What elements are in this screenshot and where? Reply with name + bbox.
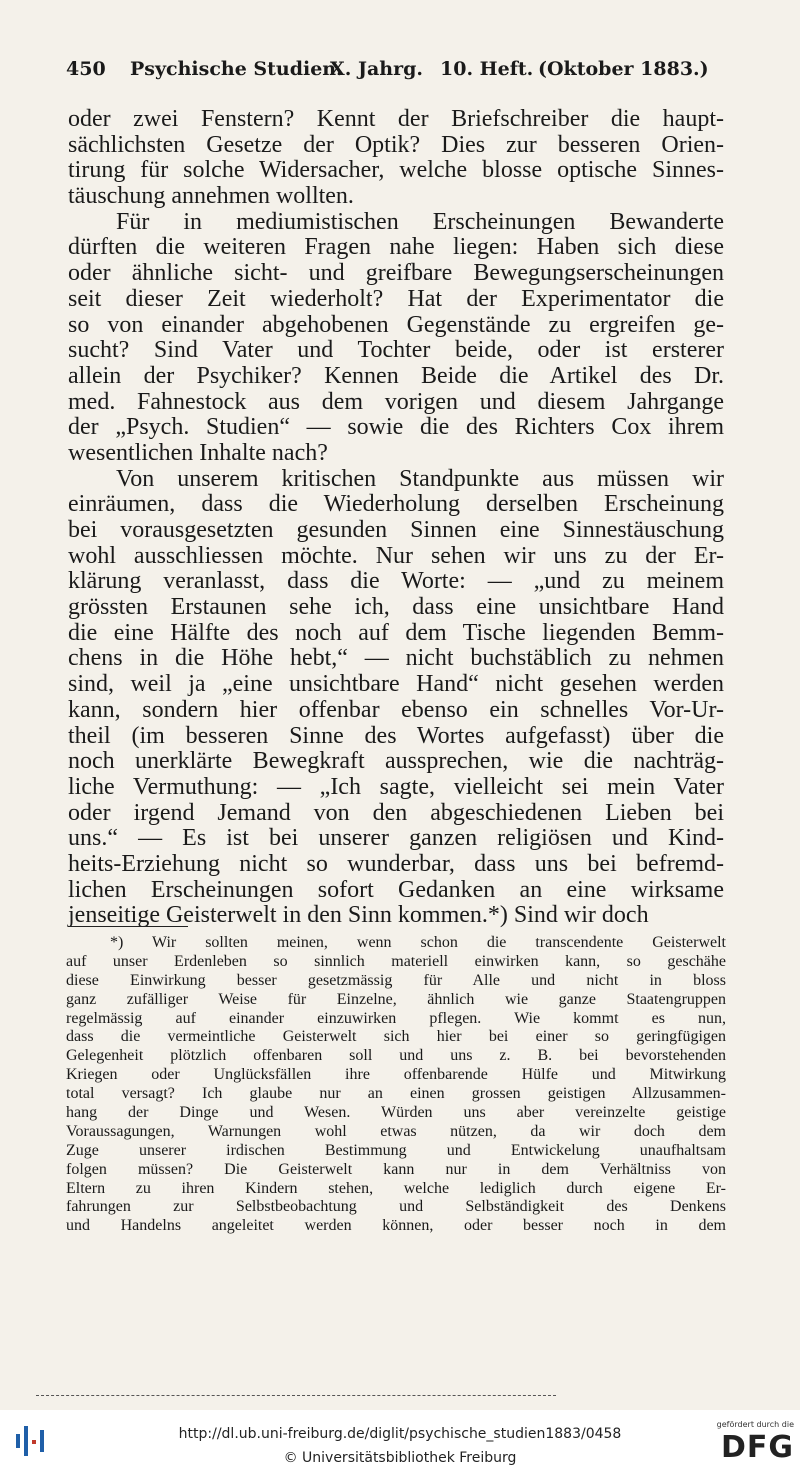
text-line: bei vorausgesetzten gesunden Sinnen eine Sinnestäuschung bbox=[68, 517, 724, 543]
text-line: Von unserem kritischen Standpunkte aus müssen wir bbox=[116, 465, 724, 492]
text-line: grössten Erstaunen sehe ich, dass eine unsichtbare Hand bbox=[68, 594, 724, 621]
ub-freiburg-logo-icon bbox=[12, 1420, 52, 1464]
text-line: sucht? Sind Vater und Tochter beide, oder ist ersterer bbox=[68, 337, 724, 364]
text-line: theil (im besseren Sinne des Wortes aufgefasst) über die bbox=[68, 722, 724, 749]
text-line: heits-Erziehung nicht so wunderbar, dass uns bei befremd- bbox=[68, 850, 724, 877]
footnote-line: hang der Dinge und Wesen. Würden uns aber vereinzelte geistige bbox=[66, 1104, 726, 1122]
issue-date: (Oktober 1883.) bbox=[538, 58, 709, 80]
footnote-line: fahrungen zur Selbstbeobachtung und Selbständigkeit des Denkens bbox=[66, 1198, 726, 1216]
main-text bbox=[68, 107, 724, 929]
text-line: jenseitige Geisterwelt in den Sinn kommen.*) Sind wir doch bbox=[68, 902, 649, 929]
text-line: der „Psych. Studien“ — sowie die des Richters Cox ihrem bbox=[68, 414, 724, 441]
footnote-line: und Handelns angeleitet werden können, oder besser noch in dem bbox=[66, 1217, 726, 1235]
text-line: Für in mediumistischen Erscheinungen Bewanderte bbox=[116, 208, 724, 235]
text-line: allein der Psychiker? Kennen Beide die Artikel des Dr. bbox=[68, 362, 724, 389]
text-line: kann, sondern hier offenbar ebenso ein schnelles Vor-Ur- bbox=[68, 696, 724, 723]
text-line: täuschung annehmen wollten. bbox=[68, 183, 354, 210]
text-line: lichen Erscheinungen sofort Gedanken an eine wirksame bbox=[68, 876, 724, 903]
text-line: liche Vermuthung: — „Ich sagte, vielleicht sei mein Vater bbox=[68, 773, 724, 800]
footnote-line: auf unser Erdenleben so sinnlich materiell einwirken kann, so geschähe bbox=[66, 952, 726, 970]
footnote-line: dass die vermeintliche Geisterwelt sich hier bei einer so geringfügigen bbox=[66, 1028, 726, 1046]
text-line: oder zwei Fenstern? Kennt der Briefschreiber die haupt- bbox=[68, 106, 724, 132]
text-line: sind, weil ja „eine unsichtbare Hand“ nicht gesehen werden bbox=[68, 671, 724, 698]
footnote bbox=[66, 934, 726, 1236]
text-line: seit dieser Zeit wiederholt? Hat der Experimentator die bbox=[68, 285, 724, 312]
footnote-separator bbox=[68, 926, 188, 927]
running-header bbox=[66, 58, 726, 92]
footnote-line: ganz zufälliger Weise für Einzelne, ähnlich wie ganze Staatengruppen bbox=[66, 990, 726, 1008]
footnote-line: diese Einwirkung besser gesetzmässig für Alle und nicht in bloss bbox=[66, 971, 726, 989]
footnote-line: Kriegen oder Unglücksfällen ihre offenbarende Hülfe und Mitwirkung bbox=[66, 1066, 726, 1084]
footnote-line: Eltern zu ihren Kindern stehen, welche lediglich durch eigene Er- bbox=[66, 1179, 726, 1197]
text-line: so von einander abgehobenen Gegenstände zu ergreifen ge- bbox=[68, 311, 724, 338]
text-line: einräumen, dass die Wiederholung derselben Erscheinung bbox=[68, 491, 724, 518]
dfg-logo[interactable]: DFG bbox=[720, 1430, 794, 1465]
volume: X. Jahrg. bbox=[330, 58, 423, 80]
issue: 10. Heft. bbox=[440, 58, 534, 80]
text-line: wesentlichen Inhalte nach? bbox=[68, 439, 328, 466]
text-line: noch unerklärte Bewegkraft aussprechen, wie die nachträg- bbox=[68, 748, 724, 775]
text-line: tirung für solche Widersacher, welche blosse optische Sinnes- bbox=[68, 157, 724, 184]
text-line: die eine Hälfte des noch auf dem Tische liegenden Bemm- bbox=[68, 619, 724, 646]
text-line: dürften die weiteren Fragen nahe liegen: Haben sich diese bbox=[68, 234, 724, 261]
footnote-line: total versagt? Ich glaube nur an einen grossen geistigen Allzusammen- bbox=[66, 1085, 726, 1103]
footnote-line: regelmässig auf einander einzuwirken pflegen. Wie kommt es nun, bbox=[66, 1009, 726, 1027]
text-line: med. Fahnestock aus dem vorigen und diesem Jahrgange bbox=[68, 388, 724, 415]
text-line: oder ähnliche sicht- und greifbare Bewegungserscheinungen bbox=[68, 260, 724, 287]
footnote-line: *) Wir sollten meinen, wenn schon die transcendente Geisterwelt bbox=[110, 934, 726, 951]
permalink-url[interactable]: http://dl.ub.uni-freiburg.de/diglit/psychische_studien1883/0458 bbox=[178, 1426, 622, 1442]
footnote-line: folgen müssen? Die Geisterwelt kann nur in dem Verhältniss von bbox=[66, 1160, 726, 1178]
text-line: chens in die Höhe hebt,“ — nicht buchstäblich zu nehmen bbox=[68, 645, 724, 672]
dfg-caption: gefördert durch die bbox=[716, 1420, 794, 1429]
scan-edge-line bbox=[36, 1395, 556, 1396]
footnote-line: Gelegenheit plötzlich offenbaren soll und uns z. B. bei bevorstehenden bbox=[66, 1047, 726, 1065]
text-line: uns.“ — Es ist bei unserer ganzen religiösen und Kind- bbox=[68, 825, 724, 852]
page-number: 450 bbox=[66, 58, 106, 80]
text-line: sächlichsten Gesetze der Optik? Dies zur besseren Orien- bbox=[68, 131, 724, 158]
text-line: wohl ausschliessen möchte. Nur sehen wir uns zu der Er- bbox=[68, 542, 724, 569]
footnote-line: Zuge unserer irdischen Bestimmung und Entwickelung unaufhaltsam bbox=[66, 1141, 726, 1159]
text-line: klärung veranlasst, dass die Worte: — „und zu meinem bbox=[68, 568, 724, 595]
journal-title: Psychische Studien. bbox=[130, 58, 343, 80]
library-credit: © Universitätsbibliothek Freiburg bbox=[283, 1450, 517, 1466]
footnote-line: Voraussagungen, Warnungen wohl etwas nützen, da wir doch dem bbox=[66, 1122, 726, 1140]
text-line: oder irgend Jemand von den abgeschiedenen Lieben bei bbox=[68, 799, 724, 826]
